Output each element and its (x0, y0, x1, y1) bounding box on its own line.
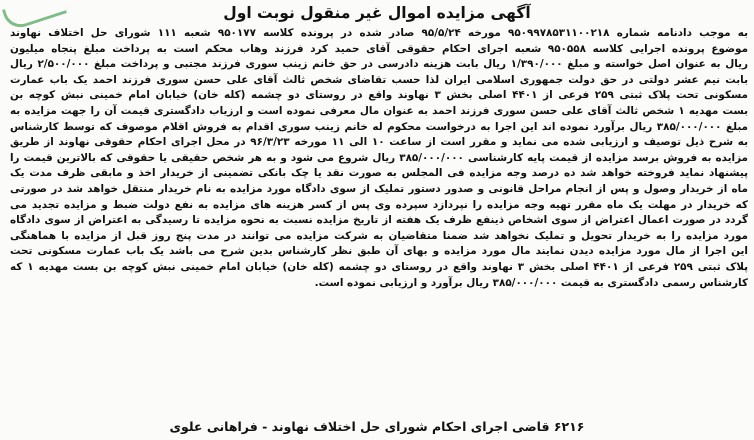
notice-line: بست مهدیه ۱ شخص ثالث آقای علی حسن سوری فرزند احمد به عنوان مال معرفی نموده است و ارزیاب دادگستری قیمت آن را جهت مزایده به (10, 104, 748, 117)
notice-line: ریال به عنوان اصل خواسته و مبلغ ۱/۳۹۰/۰۰۰ ریال بابت هزینه دادرسی در حق خانم زینب سوری فرزند مجتبی و پرداخت مبلغ ۲/۵۰۰/۰۰۰ ریال (10, 58, 748, 71)
notice-line: گردد در صورت اعمال اعتراض از سوی اشخاص ذینفع ظرف یک هفته از تاریخ مزایده نسبت به نحوه مزایده تا رسیدگی به اعتراض از سوی دادگاه (10, 214, 748, 227)
notice-line: مزایده به فروش برسد مزایده از قیمت پایه کارشناسی ۳۸۵/۰۰۰/۰۰۰ ریال شروع می شود و به هر شخص حقیقی یا حقوقی که بالاترین قیمت را (10, 151, 748, 164)
notice-body (10, 26, 748, 291)
notice-line: به موجب دادنامه شماره ۹۵۰۹۹۷۸۵۳۱۱۰۰۲۱۸ مورخه ۹۵/۵/۲۴ صادر شده در پرونده کلاسه ۹۵۰۱۷۷ شعبه ۱۱۱ شورای حل اختلاف نهاوند (10, 27, 748, 39)
notice-line: پلاک ثبتی ۲۵۹ فرعی از ۴۴۰۱ اصلی بخش ۳ نهاوند واقع در روستای دو چشمه (کله خان) خیابان امام خمینی نبش کوچه بن بست مهدیه ۱ که (10, 260, 748, 273)
notice-title: آگهی مزایده اموال غیر منقول نوبت اول (223, 4, 531, 22)
notice-line: که خریدار در مهلت یک ماه مقرر تهیه وجه مزایده را نپردازد سپرده وی پس از کسر هزینه های مزایده به نفع دولت ضبط و مزایده تجدید می (10, 198, 748, 211)
notice-line: موضوع پرونده اجرایی کلاسه ۹۵۰۵۵۸ شعبه اجرای احکام حقوقی آقای حمید کرد فرزند وهاب محکم است به پرداخت مبلغ پنجاه میلیون (10, 42, 748, 55)
notice-line: ماه از خریدار وصول و پس از انجام مراحل قانونی و صدور دستور تملیک از سوی دادگاه مورد مزایده به نام خریدار منتقل خواهد شد در صورتی (10, 182, 748, 195)
notice-line: پیشنهاد نماید فروخته خواهد شد ده درصد وجه مزایده فی المجلس به صورت نقد یا چک بانکی تضمینی از خریدار اخذ و مابقی ظرف مدت یک (10, 167, 748, 180)
signature-line: ۶۲۱۶ قاضی اجرای احکام شورای حل اختلاف نهاوند - فراهانی علوی (169, 419, 585, 434)
notice-line: بابت نیم عشر دولتی در حق دولت جمهوری اسلامی ایران لذا حسب تقاضای شخص ثالث آقای علی حسن سوری فرزند احمد یک باب عمارت (10, 73, 748, 86)
notice-line: مسکونی تحت پلاک ثبتی ۲۵۹ فرعی از ۴۴۰۱ اصلی بخش ۳ نهاوند واقع در روستای دو چشمه (کله خان) خیابان امام خمینی نبش کوچه بن (10, 89, 748, 102)
notice-line: مبلغ ۳۸۵/۰۰۰/۰۰۰ ریال برآورد نموده اند این اجرا به درخواست محکوم له خانم زینب سوری اقدام به فروش اقلام موصوف که توسط کارشناس (10, 120, 748, 133)
notice-line: به شرح ذیل توصیف و ارزیابی شده می نماید و مقرر است از ساعت ۱۰ الی ۱۱ مورخه ۹۶/۳/۲۳ در محل اجرای احکام حقوقی نهاوند از طریق (10, 136, 748, 149)
notice-line: کارشناس رسمی دادگستری به قیمت ۳۸۵/۰۰۰/۰۰۰ ریال برآورد و ارزیابی نموده است. (314, 276, 748, 289)
notice-line: این اجرا از مال مورد مزایده دیدن نمایند مال مورد مزایده و بهای آن طبق نظر کارشناس بدین شرح می باشد یک باب عمارت مسکونی تحت (10, 245, 748, 258)
notice-line: مورد مزایده را به خریدار تحویل و تملیک نخواهد شد ضمنا متقاضیان به شرکت مزایده می توانند در مدت پنج روز قبل از مزایده با هماهنگی (10, 229, 748, 242)
